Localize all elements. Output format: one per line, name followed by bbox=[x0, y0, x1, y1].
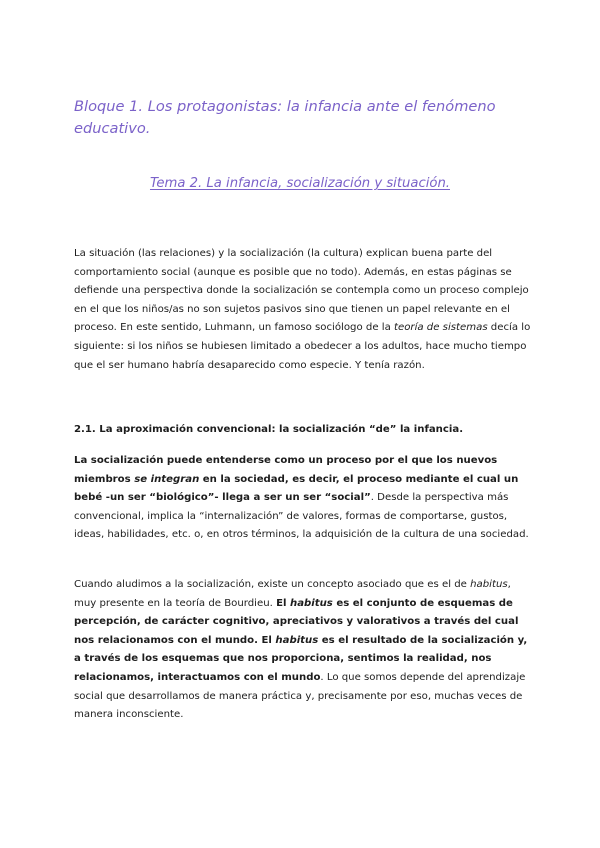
habitus-bold-2: es el conjunto de esquemas de percepción, de carácter cognitivo, apreciativos y valorativos a través del cual nos relacionamos con el mundo. El bbox=[74, 597, 519, 646]
habitus-bold-italic-1: habitus bbox=[289, 597, 333, 609]
habitus-bold-1: El bbox=[276, 597, 290, 609]
intro-paragraph bbox=[74, 245, 534, 375]
habitus-text-1: Cuando aludimos a la socialización, existe un concepto asociado que es el de bbox=[74, 579, 471, 590]
bloque-title: Bloque 1. Los protagonistas: la infancia ante el fenómeno educativo. bbox=[74, 98, 496, 137]
socialization-bold-1: La socialización puede entenderse como un proceso por el que los nuevos miembros bbox=[74, 455, 498, 485]
tema-title: Tema 2. La infancia, socialización y situación. bbox=[149, 176, 450, 191]
habitus-italic-1: habitus bbox=[470, 579, 508, 590]
socialization-bold-2: en la sociedad, es decir, el proceso mediante el cual un bebé -un ser “biológico”- llega a ser un ser “social” bbox=[74, 473, 519, 504]
intro-text-italic: teoría de sistemas bbox=[394, 322, 488, 334]
socialization-paragraph bbox=[74, 452, 534, 545]
habitus-bold-italic-2: habitus bbox=[275, 634, 319, 646]
intro-text-1: La situación (las relaciones) y la socialización (la cultura) explican buena parte del comportamiento social (aunque es posible que no todo). Además, en estas páginas se defiende una perspectiva donde la socialización se contempla como un proceso complejo en el que los niños/as no son sujetos pasivos sino que tienen un papel relevante en el proceso. En este sentido, Luhmann, un famoso sociólogo de la bbox=[74, 248, 529, 334]
section-heading: 2.1. La aproximación convencional: la socialización “de” la infancia. bbox=[74, 424, 464, 435]
habitus-text-2: , muy presente en la teoría de Bourdieu. bbox=[74, 579, 511, 609]
habitus-paragraph bbox=[74, 576, 534, 725]
habitus-bold-3: es el resultado de la socialización y, a través de los esquemas que nos proporciona, sentimos la realidad, nos relacionamos, interactuamos con el mundo bbox=[74, 634, 528, 683]
socialization-bold-italic: se integran bbox=[134, 473, 200, 485]
intro-text-2: decía lo siguiente: si los niños se hubiesen limitado a obedecer a los adultos, hace mucho tiempo que el ser humano habría desaparecido como especie. Y tenía razón. bbox=[74, 322, 531, 371]
socialization-text: . Desde la perspectiva más convencional, implica la “internalización” de valores, formas de comportarse, gustos, ideas, habilidades, etc. o, en otros términos, la adquisición de la cultura de una sociedad. bbox=[74, 492, 529, 541]
habitus-text-3: . Lo que somos depende del aprendizaje social que desarrollamos de manera práctica y, precisamente por eso, muchas veces de manera inconsciente. bbox=[74, 671, 526, 721]
